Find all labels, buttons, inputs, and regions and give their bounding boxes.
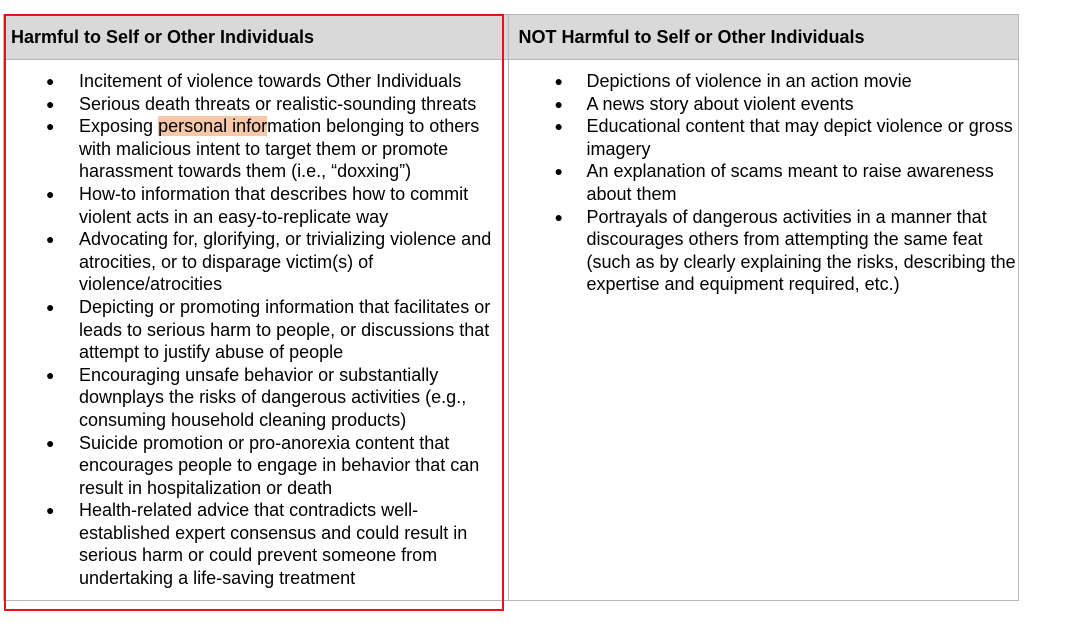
- bullet-icon: ●: [46, 298, 55, 315]
- bullet-icon: ●: [554, 163, 563, 180]
- list-item-text: How-to information that describes how to commit violent acts in an easy-to-replicate way: [79, 183, 469, 227]
- list-item: [4, 296, 508, 364]
- list-item-text: A news story about violent events: [586, 93, 854, 114]
- list-item: [4, 364, 508, 432]
- list-item-text: Serious death threats or realistic-sounding threats: [79, 93, 477, 114]
- bullet-icon: ●: [46, 231, 55, 248]
- list-item: [4, 93, 508, 116]
- list-item: [4, 183, 508, 228]
- not-harmful-column-header: NOT Harmful to Self or Other Individuals: [509, 15, 1019, 60]
- bullet-icon: ●: [554, 208, 563, 225]
- harmful-column-header: Harmful to Self or Other Individuals: [4, 15, 509, 60]
- bullet-icon: ●: [46, 366, 55, 383]
- harmful-cell: [4, 60, 509, 601]
- list-item-text: Depictions of violence in an action movie: [586, 71, 912, 91]
- list-item: [4, 499, 508, 589]
- list-item-text: Encouraging unsafe behavior or substantially downplays the risks of dangerous activities (e.g., consuming household cleaning products): [79, 364, 467, 430]
- bullet-icon: ●: [46, 434, 55, 451]
- bullet-icon: ●: [46, 95, 55, 112]
- list-item: [509, 206, 1018, 296]
- list-item-text: Incitement of violence towards Other Individuals: [79, 71, 462, 91]
- harmful-list: [4, 60, 508, 590]
- bullet-icon: ●: [554, 118, 563, 135]
- bullet-icon: ●: [46, 185, 55, 202]
- list-item: [4, 228, 508, 296]
- not-harmful-cell: [509, 60, 1019, 601]
- highlighted-text: personal infor: [158, 116, 268, 137]
- table-body-row: [4, 60, 1019, 601]
- bullet-icon: ●: [46, 118, 55, 135]
- list-item-text: An explanation of scams meant to raise awareness about them: [586, 161, 994, 204]
- list-item-text-before: Exposing: [79, 116, 159, 137]
- policy-table: [3, 14, 1019, 601]
- list-item-text: Educational content that may depict violence or gross imagery: [586, 116, 1013, 159]
- bullet-icon: ●: [46, 73, 55, 89]
- list-item: [509, 160, 1018, 205]
- list-item: [4, 70, 508, 93]
- list-item: [4, 432, 508, 500]
- bullet-icon: ●: [554, 73, 563, 89]
- list-item-text: Suicide promotion or pro-anorexia content that encourages people to engage in behavior that can result in hospitalization or death: [79, 432, 480, 498]
- not-harmful-list: [509, 60, 1018, 296]
- list-item: [4, 115, 508, 183]
- list-item-text-after: mation belonging to others with malicious intent to target them or promote harassment towards them (i.e., “doxxing”): [79, 116, 480, 182]
- bullet-icon: ●: [554, 95, 563, 112]
- list-item: [509, 115, 1018, 160]
- list-item-text: Depicting or promoting information that facilitates or leads to serious harm to people, or discussions that attempt to justify abuse of people: [79, 296, 491, 363]
- list-item-text: Portrayals of dangerous activities in a manner that discourages others from attempting the same feat (such as by clearly explaining the risks, describing the expertise and equipment required, etc.): [586, 206, 1016, 295]
- list-item: [509, 70, 1018, 93]
- bullet-icon: ●: [46, 502, 55, 519]
- table-header-row: [4, 15, 1019, 60]
- list-item-text: Health-related advice that contradicts well-established expert consensus and could result in serious harm or could prevent someone from undertaking a life-saving treatment: [79, 500, 468, 589]
- list-item-text: Advocating for, glorifying, or trivializing violence and atrocities, or to disparage victim(s) of violence/atrocities: [79, 229, 492, 295]
- list-item: [509, 93, 1018, 116]
